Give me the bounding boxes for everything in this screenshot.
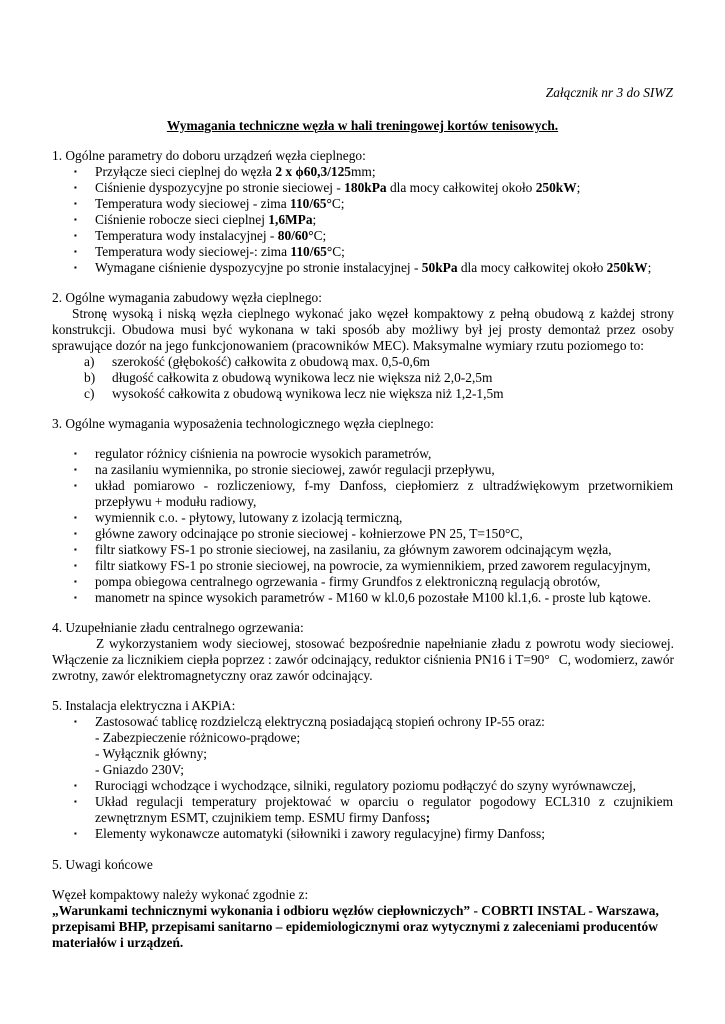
s5-item-3-line-1: Układ regulacji temperatury projektować w oparciu o regulator pogodowy ECL310 z czujnikiem — [95, 794, 673, 809]
bullet-icon: ▪ — [74, 247, 77, 256]
s3-item-8: pompa obiegowa centralnego ogrzewania - firmy Grundfos z elektroniczną regulacją obrotów, — [95, 574, 601, 589]
section-6-heading: 5. Uwagi końcowe — [52, 857, 153, 872]
s3-item-3-line-1: układ pomiarowo - rozliczeniowy, f-my Danfoss, ciepłomierz z ultradźwiękowym przetwornikiem — [95, 478, 673, 493]
bullet-icon: ▪ — [74, 593, 77, 602]
bullet-icon: ▪ — [74, 465, 77, 474]
bullet-icon: ▪ — [74, 263, 77, 272]
s3-item-4: wymiennik c.o. - płytowy, lutowany z izolacją termiczną, — [95, 510, 403, 525]
section-4-heading: 4. Uzupełnianie zładu centralnego ogrzewania: — [52, 620, 304, 635]
s5-item-1-detail-1: - Zabezpieczenie różnicowo-prądowe; — [95, 730, 301, 745]
s2-paragraph-line-3: sprawujące dozór na jego funkcjonowaniem (pracowników MEC). Maksymalne wymiary rzutu poziomego to: — [52, 338, 644, 353]
s3-item-5: główne zawory odcinające po stronie sieciowej - kołnierzowe PN 25, T=150°C, — [95, 526, 523, 541]
s5-item-4: Elementy wykonawcze automatyki (siłowniki i zawory regulacyjne) firmy Danfoss; — [95, 826, 545, 841]
s2-list-marker-b: b) — [84, 370, 96, 385]
s5-item-2: Rurociągi wchodzące i wychodzące, silniki, regulatory poziomu podłączyć do szyny wyrównawczej, — [95, 778, 637, 793]
s4-paragraph-line-2: Włączenie za licznikiem ciepła poprzez : zawór odcinający, reduktor ciśnienia PN16 i T=90° C, wodomierz, zawór — [52, 652, 674, 667]
s1-item-7: Wymagane ciśnienie dyspozycyjne po stronie instalacyjnej - 50kPa dla mocy całkowitej około 250kW; — [95, 260, 652, 275]
s3-item-3-line-2: przepływu + modułu radiowy, — [95, 494, 257, 509]
s2-list-marker-c: c) — [84, 386, 95, 401]
s3-item-1: regulator różnicy ciśnienia na powrocie wysokich parametrów, — [95, 446, 432, 461]
s3-item-6: filtr siatkowy FS-1 po stronie sieciowej, na zasilaniu, za głównym zaworem odcinającym węzła, — [95, 542, 612, 557]
s3-item-7: filtr siatkowy FS-1 po stronie sieciowej, na powrocie, za wymiennikiem, przed zaworem regulacyjnym, — [95, 558, 651, 573]
s2-paragraph-line-1: Stronę wysoką i niską węzła cieplnego wykonać jako węzeł kompaktowy z pełną obudową z każdej strony — [72, 306, 674, 321]
bullet-icon: ▪ — [74, 797, 77, 806]
s5-item-1-detail-3: - Gniazdo 230V; — [95, 762, 184, 777]
bullet-icon: ▪ — [74, 449, 77, 458]
bullet-icon: ▪ — [74, 231, 77, 240]
s2-list-item-b: długość całkowita z obudową wynikowa lecz nie większa niż 2,0-2,5m — [112, 370, 493, 385]
section-2-heading: 2. Ogólne wymagania zabudowy węzła cieplnego: — [52, 290, 322, 305]
s1-item-4: Ciśnienie robocze sieci cieplnej 1,6MPa; — [95, 212, 317, 227]
bullet-icon: ▪ — [74, 199, 77, 208]
s6-bold-line-1: „Warunkami technicznymi wykonania i odbioru węzłów ciepłowniczych” - COBRTI INSTAL - Warszawa, — [52, 903, 659, 918]
bullet-icon: ▪ — [74, 183, 77, 192]
bullet-icon: ▪ — [74, 561, 77, 570]
bullet-icon: ▪ — [74, 481, 77, 490]
s1-item-6: Temperatura wody sieciowej-: zima 110/65°C; — [95, 244, 345, 259]
document-title: Wymagania techniczne węzła w hali treningowej kortów tenisowych. — [166, 118, 559, 133]
bullet-icon: ▪ — [74, 545, 77, 554]
s2-list-item-c: wysokość całkowita z obudową wynikowa lecz nie większa niż 1,2-1,5m — [112, 386, 504, 401]
s2-list-marker-a: a) — [84, 354, 95, 369]
bullet-icon: ▪ — [74, 215, 77, 224]
section-1-heading: 1. Ogólne parametry do doboru urządzeń węzła cieplnego: — [52, 148, 366, 163]
bullet-icon: ▪ — [74, 167, 77, 176]
s2-list-item-a: szerokość (głębokość) całkowita z obudową max. 0,5-0,6m — [112, 354, 430, 369]
s1-item-2: Ciśnienie dyspozycyjne po stronie sieciowej - 180kPa dla mocy całkowitej około 250kW; — [95, 180, 581, 195]
section-3-heading: 3. Ogólne wymagania wyposażenia technologicznego węzła cieplnego: — [52, 416, 434, 431]
bullet-icon: ▪ — [74, 717, 77, 726]
s1-item-5: Temperatura wody instalacyjnej - 80/60°C; — [95, 228, 327, 243]
s5-item-1-detail-2: - Wyłącznik główny; — [95, 746, 207, 761]
s4-paragraph-line-3: zwrotny, zawór elektromagnetyczny oraz zawór odcinający. — [52, 668, 373, 683]
s6-intro: Węzeł kompaktowy należy wykonać zgodnie z: — [52, 887, 309, 902]
s5-item-1: Zastosować tablicę rozdzielczą elektryczną posiadającą stopień ochrony IP-55 oraz: — [95, 714, 545, 729]
s6-bold-line-2: przepisami BHP, przepisami sanitarno – epidemiologicznymi oraz wytycznymi z zaleceniami producentów — [52, 919, 658, 934]
bullet-icon: ▪ — [74, 577, 77, 586]
bullet-icon: ▪ — [74, 529, 77, 538]
s3-item-9: manometr na spince wysokich parametrów - M160 w kl.0,6 pozostałe M100 kl.1,6. - proste lub kątowe. — [95, 590, 651, 605]
s3-item-2: na zasilaniu wymiennika, po stronie sieciowej, zawór regulacji przepływu, — [95, 462, 495, 477]
section-5-heading: 5. Instalacja elektryczna i AKPiA: — [52, 698, 236, 713]
s1-item-3: Temperatura wody sieciowej - zima 110/65°C; — [95, 196, 345, 211]
bullet-icon: ▪ — [74, 829, 77, 838]
bullet-icon: ▪ — [74, 781, 77, 790]
s1-item-1: Przyłącze sieci cieplnej do węzła 2 x ϕ60,3/125mm; — [95, 164, 376, 179]
attachment-label: Załącznik nr 3 do SIWZ — [545, 85, 673, 100]
s2-paragraph-line-2: konstrukcji. Obudowa musi być wykonana w taki sposób aby możliwy był jej prosty demontaż przez osoby — [52, 322, 674, 337]
s4-paragraph-line-1: Z wykorzystaniem wody sieciowej, stosować bezpośrednie napełnianie zładu z powrotu wody sieciowej. — [96, 636, 674, 651]
s6-bold-line-3: materiałów i urządzeń. — [52, 935, 184, 950]
bullet-icon: ▪ — [74, 513, 77, 522]
s5-item-3-line-2: zewnętrznym ESMT, czujnikiem temp. ESMU firmy Danfoss; — [95, 810, 431, 825]
